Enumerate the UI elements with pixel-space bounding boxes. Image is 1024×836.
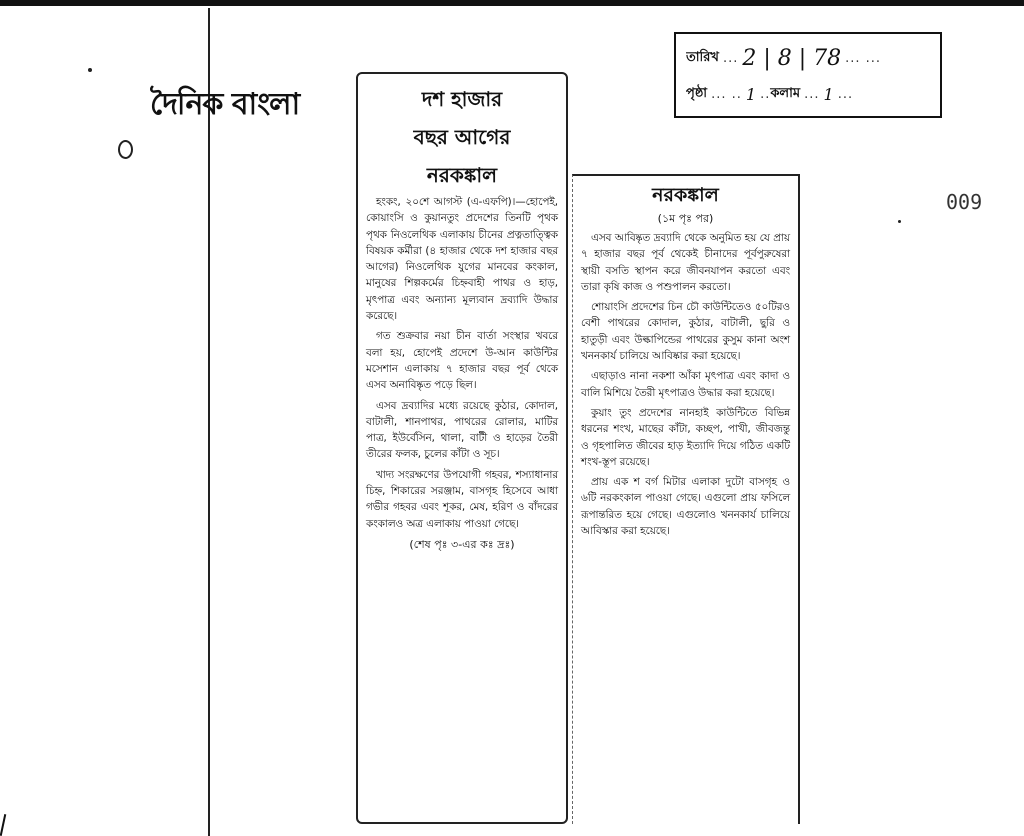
article-headline xyxy=(366,80,558,194)
stamp-page-row: পৃষ্ঠা ... .. 1 .. কলাম ... 1 ... xyxy=(686,84,854,104)
stamp-column-value: 1 xyxy=(823,84,834,104)
article-paragraph: এসব দ্রব্যাদির মধ্যে রয়েছে কুঠার, কোদাল, বাটালী, শানপাথর, পাথরের রোলার, মাটির পাত্র, ইউর্বেসিন, থালা, বাটী ও হাড়ের তৈরী তীরের ফলক, চুলের কাঁটা ও সূচ। xyxy=(366,399,558,461)
scan-speck xyxy=(898,220,901,223)
article-paragraph: হংকং, ২০শে আগস্ট (এ-এফপি)।—হোপেই, কোয়াংসি ও কুয়ানতুং প্রদেশের তিনটি পৃথক পৃথক নিওলেথিক এলাকায় চীনের প্রত্নতাত্ত্বিক বিষয়ক কর্মীরা (৪ হাজার থেকে দশ হাজার বছর আগের) নিওলেথিক যুগের মানবের কংকাল, মানুষের শিল্পকর্মের চিহ্নবাহী পাথর ও হাড়, মৃৎপাত্র এবং অন্যান্য মূল্যবান দ্রব্যাদি উদ্ধার করেছে। xyxy=(366,196,558,323)
stamp-column-label: কলাম xyxy=(770,85,801,101)
punch-hole-mark xyxy=(118,140,133,159)
article-paragraph: কুয়াং তুং প্রদেশের নানহাই কাউন্টিতে বিভিন্ন ধরনের শংখ, মাছের কাঁটা, কচ্ছপ, পাখী, জীবজন্তু ও গৃহপালিত জীবের হাড় ইত্যাদি দিয়ে গঠিত একটি শংখ-স্তূপ রয়েছে। xyxy=(581,406,790,468)
headline-line: নরকঙ্কাল xyxy=(426,163,498,187)
stamp-page-label: পৃষ্ঠা xyxy=(686,85,708,101)
stamp-page-value: 1 xyxy=(745,84,757,104)
article-headline: নরকঙ্কাল xyxy=(652,184,719,206)
article-paragraph: শোয়াংসি প্রদেশের চিন চৌ কাউন্টিতেও ৫০টিরও বেশী পাথরের কোদাল, কুঠার, বাটালী, ছুরি ও হাতুড়ী এবং উল্কাপিন্ডের পাথরের কুসুম কানা অংশ খননকার্য চালিয়ে আবিষ্কার করা হয়েছে। xyxy=(581,301,790,363)
article-paragraph: খাদ্য সংরক্ষণের উপযোগী গহবর, শস্যাধানার চিহ্ন, শিকারের সরঞ্জাম, বাসগৃহ হিসেবে আধা গভীর গহবর এবং শূকর, মেষ, হরিণ ও বাঁদরের কংকালও অত্র এলাকায় পাওয়া গেছে। xyxy=(366,468,558,530)
scan-speck xyxy=(88,68,92,72)
scan-mark xyxy=(0,814,6,836)
article-paragraph: এছাড়াও নানা নকশা আঁকা মৃৎপাত্র এবং কাদা ও বালি মিশিয়ে তৈরী মৃৎপাত্রও উদ্ধার করা হয়েছে। xyxy=(581,370,790,399)
article-clipping-right xyxy=(572,174,800,824)
article-paragraph: গত শুক্রবার নয়া চীন বার্তা সংস্থার খবরে বলা হয়, হোপেই প্রদেশে উ-আন কাউন্টির মসেশান এলাকায় ৭ হাজার বছর পূর্ব থেকে এসব অনাবিষ্কৃত পড়ে ছিল। xyxy=(366,330,558,392)
stamp-date-value: 2 | 8 | 78 xyxy=(742,45,842,71)
article-clipping-left xyxy=(356,72,568,824)
article-paragraph: এসব আবিষ্কৃত দ্রব্যাদি থেকে অনুমিত হয় যে প্রায় ৭ হাজার বছর পূর্ব থেকেই চীনাদের পূর্বপুরুষেরা স্থায়ী বসতি স্থাপন করে জীবনযাপন করতো এবং তারা কৃষি কাজ ও পশুপালন করতো। xyxy=(581,232,790,293)
scan-top-edge xyxy=(0,0,1024,6)
headline-line: বছর আগের xyxy=(413,125,511,149)
archive-number: 009 xyxy=(946,190,983,214)
headline-line: দশ হাজার xyxy=(421,87,503,111)
article-paragraph: প্রায় এক শ বর্গ মিটার এলাকা দুটো বাসগৃহ ও ৬টি নরকংকাল পাওয়া গেছে। এগুলো প্রায় ফসিলে রূপান্তরিত হয়ে গেছে। এগুলোও খননকার্য চালিয়ে আবিস্কার করা হয়েছে। xyxy=(581,476,790,538)
continuation-note: (শেষ পৃঃ ৩-এর কঃ দ্রঃ) xyxy=(409,537,515,551)
newspaper-masthead: দৈনিক বাংলা xyxy=(150,87,300,122)
continued-from-note: (১ম পৃঃ পর) xyxy=(657,212,714,225)
stamp-date-label: তারিখ xyxy=(686,49,719,65)
page-margin-line xyxy=(208,8,210,836)
archive-stamp xyxy=(674,32,942,118)
stamp-date-row: তারিখ ... 2 | 8 | 78 ... ... xyxy=(686,45,882,71)
